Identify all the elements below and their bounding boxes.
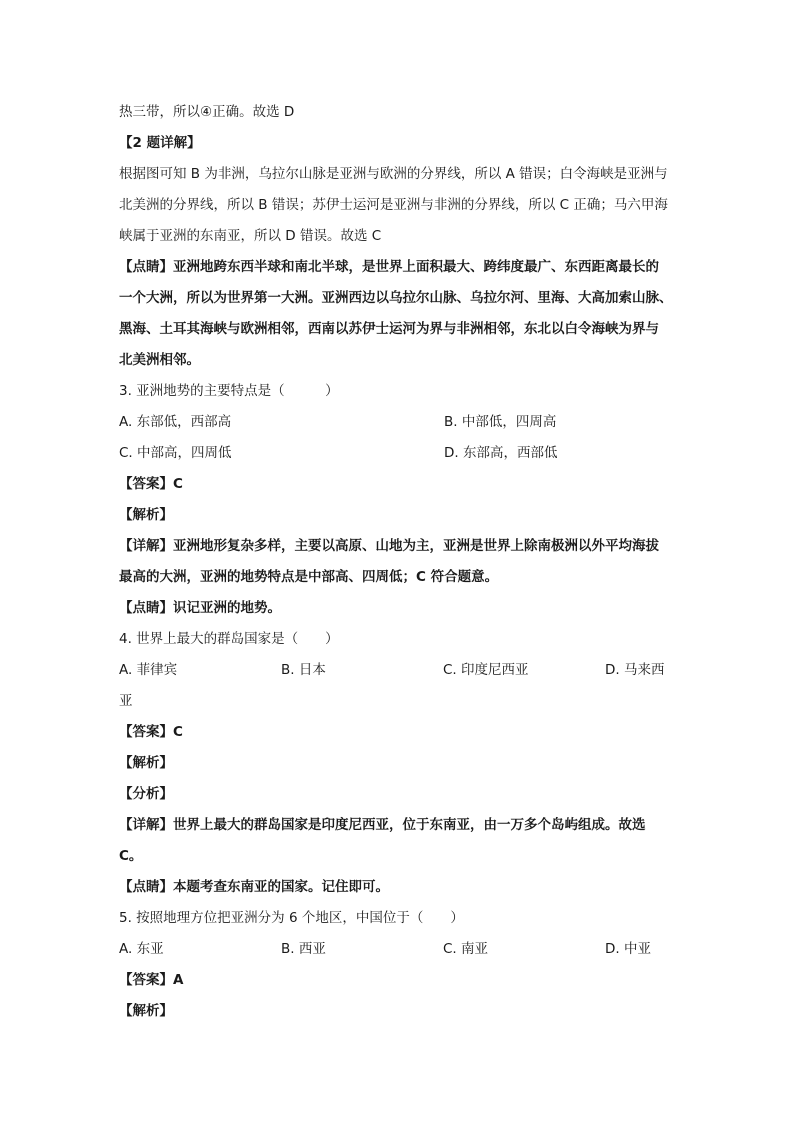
tip-paragraph: 【点睛】识记亚洲的地势。 bbox=[119, 600, 281, 616]
tip-paragraph: 【点睛】亚洲地跨东西半球和南北半球，是世界上面积最大、跨纬度最广、东西距离最长的 bbox=[119, 259, 659, 275]
option-b: B. 日本 bbox=[281, 662, 326, 678]
text-line: 根据图可知 B 为非洲，乌拉尔山脉是亚洲与欧洲的分界线，所以 A 错误；白令海峡是亚洲与 bbox=[119, 166, 668, 182]
text-line: 峡属于亚洲的东南亚，所以 D 错误。故选 C bbox=[119, 228, 382, 244]
option-a: A. 菲律宾 bbox=[119, 662, 178, 678]
question-4: 4. 世界上最大的群岛国家是（ ） bbox=[119, 631, 339, 647]
question-3: 3. 亚洲地势的主要特点是（ ） bbox=[119, 383, 339, 399]
answer: 【答案】C bbox=[119, 476, 183, 492]
options-row bbox=[119, 407, 679, 438]
answer: 【答案】A bbox=[119, 972, 184, 988]
detail-paragraph: C。 bbox=[119, 848, 143, 864]
text-line: 热三带，所以④正确。故选 D bbox=[119, 104, 295, 120]
analysis-heading: 【解析】 bbox=[119, 755, 173, 771]
options-row bbox=[119, 438, 679, 469]
option-c: C. 南亚 bbox=[443, 941, 489, 957]
tip-paragraph: 北美洲相邻。 bbox=[119, 352, 200, 368]
section-heading: 【2 题详解】 bbox=[119, 135, 201, 151]
question-5: 5. 按照地理方位把亚洲分为 6 个地区，中国位于（ ） bbox=[119, 910, 464, 926]
analysis-heading: 【分析】 bbox=[119, 786, 173, 802]
option-c: C. 印度尼西亚 bbox=[443, 662, 529, 678]
text-line: 北美洲的分界线，所以 B 错误；苏伊士运河是亚洲与非洲的分界线，所以 C 正确；马六甲海 bbox=[119, 197, 668, 213]
option-b: B. 中部低，四周高 bbox=[444, 414, 557, 430]
detail-paragraph: 【详解】亚洲地形复杂多样，主要以高原、山地为主，亚洲是世界上除南极洲以外平均海拔 bbox=[119, 538, 659, 554]
document-page bbox=[119, 97, 679, 1027]
option-d: D. 马来西 bbox=[605, 662, 665, 678]
analysis-heading: 【解析】 bbox=[119, 507, 173, 523]
options-row bbox=[119, 934, 679, 965]
tip-paragraph: 黑海、土耳其海峡与欧洲相邻，西南以苏伊士运河为界与非洲相邻，东北以白令海峡为界与 bbox=[119, 321, 659, 337]
option-d: D. 东部高，西部低 bbox=[444, 445, 558, 461]
option-d: D. 中亚 bbox=[605, 941, 651, 957]
option-c: C. 中部高，四周低 bbox=[119, 445, 232, 461]
tip-paragraph: 【点睛】本题考查东南亚的国家。记住即可。 bbox=[119, 879, 389, 895]
option-a: A. 东亚 bbox=[119, 941, 164, 957]
tip-paragraph: 一个大洲，所以为世界第一大洲。亚洲西边以乌拉尔山脉、乌拉尔河、里海、大高加索山脉、 bbox=[119, 290, 673, 306]
analysis-heading: 【解析】 bbox=[119, 1003, 173, 1019]
option-b: B. 西亚 bbox=[281, 941, 326, 957]
text-line: 亚 bbox=[119, 693, 133, 709]
answer: 【答案】C bbox=[119, 724, 183, 740]
option-a: A. 东部低，西部高 bbox=[119, 414, 232, 430]
detail-paragraph: 最高的大洲，亚洲的地势特点是中部高、四周低；C 符合题意。 bbox=[119, 569, 499, 585]
options-row bbox=[119, 655, 679, 686]
detail-paragraph: 【详解】世界上最大的群岛国家是印度尼西亚，位于东南亚，由一万多个岛屿组成。故选 bbox=[119, 817, 646, 833]
